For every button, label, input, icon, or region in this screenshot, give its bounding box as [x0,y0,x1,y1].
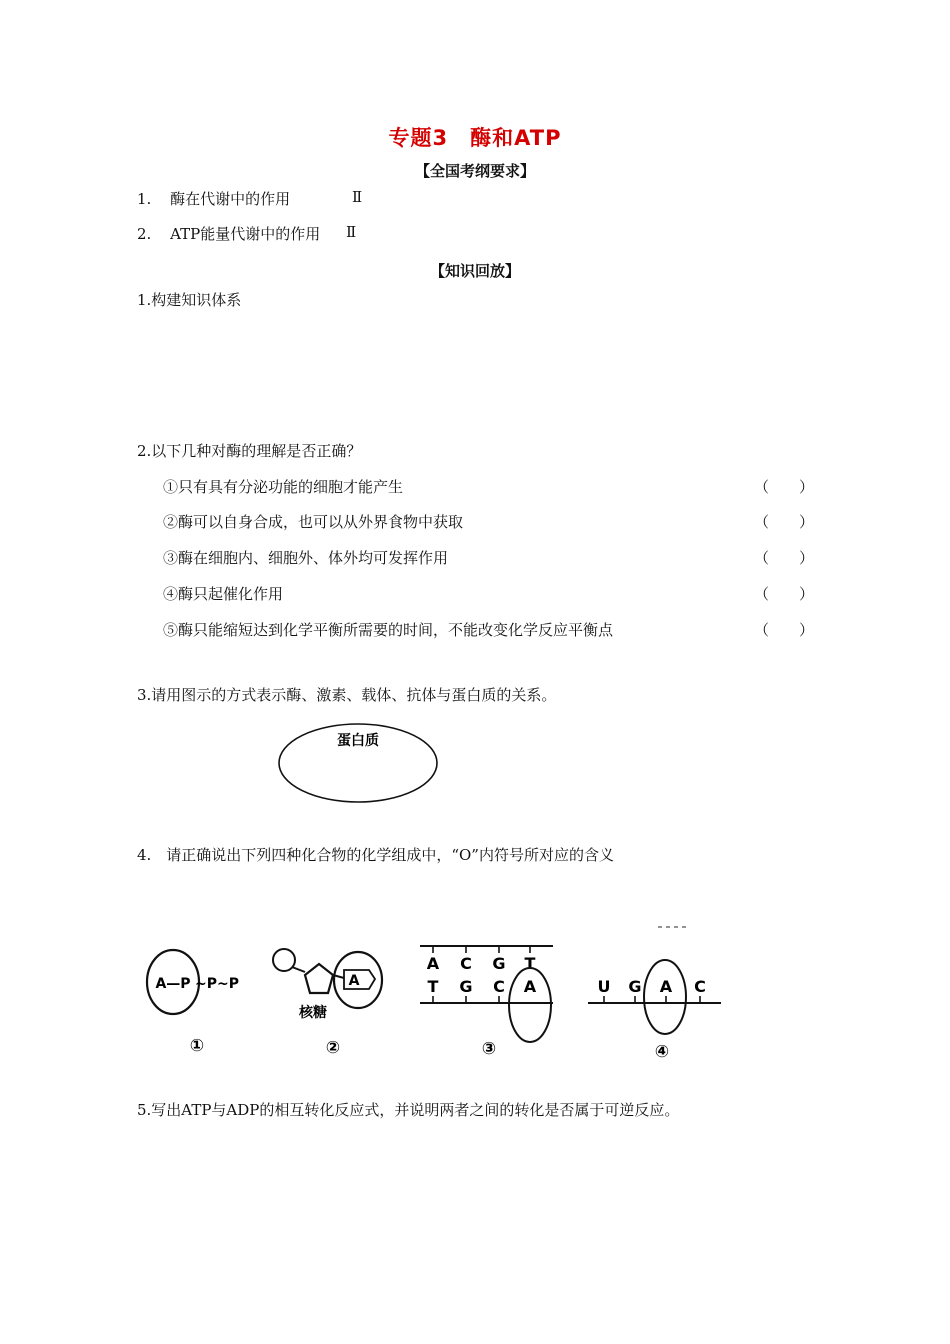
phosphate-bond [292,967,305,972]
q2-item-4: ④酶只起催化作用 [163,585,284,603]
q2-answer-2[interactable]: （ ） [754,513,815,531]
q2-answer-1[interactable]: （ ） [754,478,815,496]
dna-bottom-base-4: A [523,977,537,996]
question-4-prompt: 4. 请正确说出下列四种化合物的化学组成中，“O”内符号所对应的含义 [137,846,614,864]
q2-item-5: ⑤酶只能缩短达到化学平衡所需要的时间，不能改变化学反应平衡点 [163,621,614,639]
syllabus-level-1: Ⅱ [352,188,363,206]
atp-ap-label: A—P [155,976,191,992]
protein-label: 蛋白质 [337,733,379,749]
base-label: A [348,973,360,989]
q2-item-2: ②酶可以自身合成，也可以从外界食物中获取 [163,513,464,531]
q2-answer-3[interactable]: （ ） [754,549,815,567]
question-1: 1.构建知识体系 [137,291,242,309]
q2-answer-5[interactable]: （ ） [754,621,815,639]
item-number: 1. [137,190,152,208]
question-5: 5.写出ATP与ADP的相互转化反应式，并说明两者之间的转化是否属于可逆反应。 [137,1101,680,1119]
figure-number-4: ④ [654,1042,670,1062]
atp-diagram [147,950,239,1056]
item-number: 2. [137,225,152,243]
protein-ellipse-diagram [279,724,437,802]
dna-top-base-2: C [460,954,472,973]
rna-circle [644,960,686,1034]
nucleotide-diagram [273,949,382,1058]
phosphate-circle [273,949,295,971]
atp-pp-label: ~P~P [195,976,239,992]
ribose-pentagon [305,964,333,993]
review-heading: 【知识回放】 [429,262,520,280]
dna-top-base-3: G [492,954,506,973]
rna-base-4: C [694,977,706,996]
question-2-prompt: 2.以下几种对酶的理解是否正确？ [137,442,362,460]
q2-item-1: ①只有具有分泌功能的细胞才能产生 [163,478,404,496]
q2-answer-4[interactable]: （ ） [754,585,815,603]
dna-bottom-base-3: C [493,977,505,996]
item-text: ATP能量代谢中的作用 [170,225,321,243]
figure-number-1: ① [189,1036,205,1056]
question-3-prompt: 3.请用图示的方式表示酶、激素、载体、抗体与蛋白质的关系。 [137,686,557,704]
page-title: 专题3 酶和ATP [388,126,562,150]
dna-top-base-1: A [426,954,440,973]
rna-base-2: G [628,977,642,996]
q2-item-3: ③酶在细胞内、细胞外、体外均可发挥作用 [163,549,449,567]
rna-diagram [588,927,721,1062]
syllabus-heading: 【全国考纲要求】 [414,162,535,180]
rna-base-3: A [659,977,673,996]
dna-diagram [420,946,553,1059]
figure-number-3: ③ [481,1039,497,1059]
syllabus-level-2: Ⅱ [346,223,357,241]
figure-number-2: ② [325,1038,341,1058]
item-text: 酶在代谢中的作用 [170,190,291,208]
dna-bottom-base-1: T [427,977,439,996]
dna-bottom-base-2: G [459,977,473,996]
rna-base-1: U [597,977,611,996]
dna-top-base-4: T [524,954,536,973]
ribose-label: 核糖 [299,1005,327,1021]
